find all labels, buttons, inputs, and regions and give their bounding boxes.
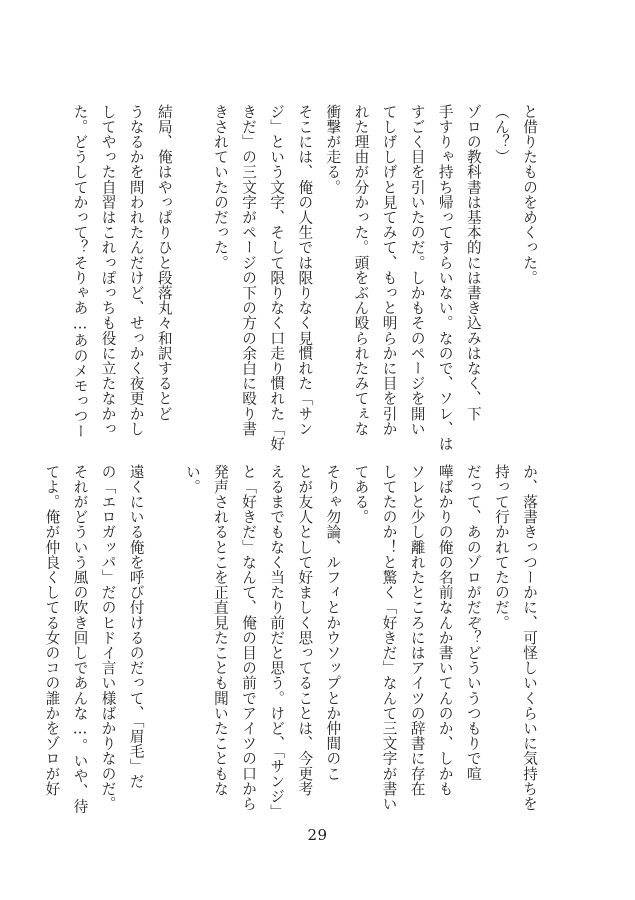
text-line: てある。 bbox=[352, 464, 370, 525]
text-line: てしげしげと見てみて、もっと明らかに目を引か bbox=[380, 104, 398, 437]
text-line: そこには、俺の人生では限りなく見慣れた「サン bbox=[296, 104, 314, 437]
text-line: きされていたのだった。 bbox=[211, 104, 229, 271]
text-line: い。 bbox=[183, 464, 201, 495]
text-line bbox=[178, 104, 206, 442]
text-line: 衝撃が走る。 bbox=[324, 104, 342, 195]
text-line: と借りたものをめくった。 bbox=[521, 104, 538, 286]
text-block-bottom bbox=[37, 464, 543, 820]
text-line: とが友人として好ましく思ってることは、今更考 bbox=[296, 464, 314, 797]
text-line: きだ」の三文字がページの下の方の余白に殴り書 bbox=[240, 104, 258, 437]
text-line: うなるかを問われたんだけど、せっかく夜更かし bbox=[127, 104, 145, 437]
text-line: えるまでもなく当たり前だと思う。けど、「サンジ」 bbox=[268, 464, 286, 820]
text-line: それがどういう風の吹き回しであんな…。いや、待 bbox=[71, 464, 89, 814]
text-line: てよ。俺が仲良くしてる女のコの誰かをゾロが好 bbox=[43, 464, 61, 797]
text-line: （ん？） bbox=[492, 104, 510, 165]
text-line: ソレと少し離れたところにはアイツの辞書に存在 bbox=[408, 464, 426, 797]
text-line: 嘩ばかりの俺の名前なんか書いてんのか、しかも bbox=[436, 464, 454, 797]
text-block-top bbox=[65, 104, 543, 452]
text-line: 結局、俺はやっぱりひと段落丸々和訳するとど bbox=[155, 104, 173, 422]
text-line: れた理由が分かった。頭をぶん殴られたみてぇな bbox=[352, 104, 370, 437]
text-line: 持って行かれてたのだ。 bbox=[492, 464, 510, 631]
text-line: そりゃ勿論、ルフィとかウソップとか仲間のこ bbox=[324, 464, 342, 782]
text-line: た。どうしてかって？そりゃあ…あのメモっつー bbox=[71, 104, 89, 439]
text-line: の「エロガッパ」だのヒドイ言い様ばかりなのだ。 bbox=[99, 464, 117, 812]
text-line: 遠くにいる俺を呼び付けるのだって、「眉毛」だ bbox=[127, 464, 145, 789]
page-number: 29 bbox=[307, 826, 328, 844]
text-line: 発声されるとこを正直見たことも聞いたこともな bbox=[211, 464, 229, 797]
text-line: してたのか！と驚く「好きだ」なんて三文字が書い bbox=[380, 464, 398, 812]
text-line: すごく目を引いたのだ。しかもそのページを開い bbox=[408, 104, 426, 437]
text-line: してやった自習はこれっぽっちも役に立たなかっ bbox=[99, 104, 117, 437]
text-line: か、落書きっつーかに、可怪しいくらいに気持ちを bbox=[521, 464, 538, 812]
text-line: 手すりゃ持ち帰ってすらいない。なので、ソレ、は bbox=[436, 104, 454, 452]
text-line: だって、あのゾロがだぞ？どういうつもりで喧 bbox=[464, 464, 482, 782]
text-line: と「好きだ」なんて、俺の目の前でアイツの口から bbox=[240, 464, 258, 812]
text-line: ジ」という文字、そして限りなく口走り慣れた「好 bbox=[268, 104, 286, 452]
text-line bbox=[150, 464, 178, 802]
text-line: ゾロの教科書は基本的には書き込みはなく、下 bbox=[464, 104, 482, 422]
